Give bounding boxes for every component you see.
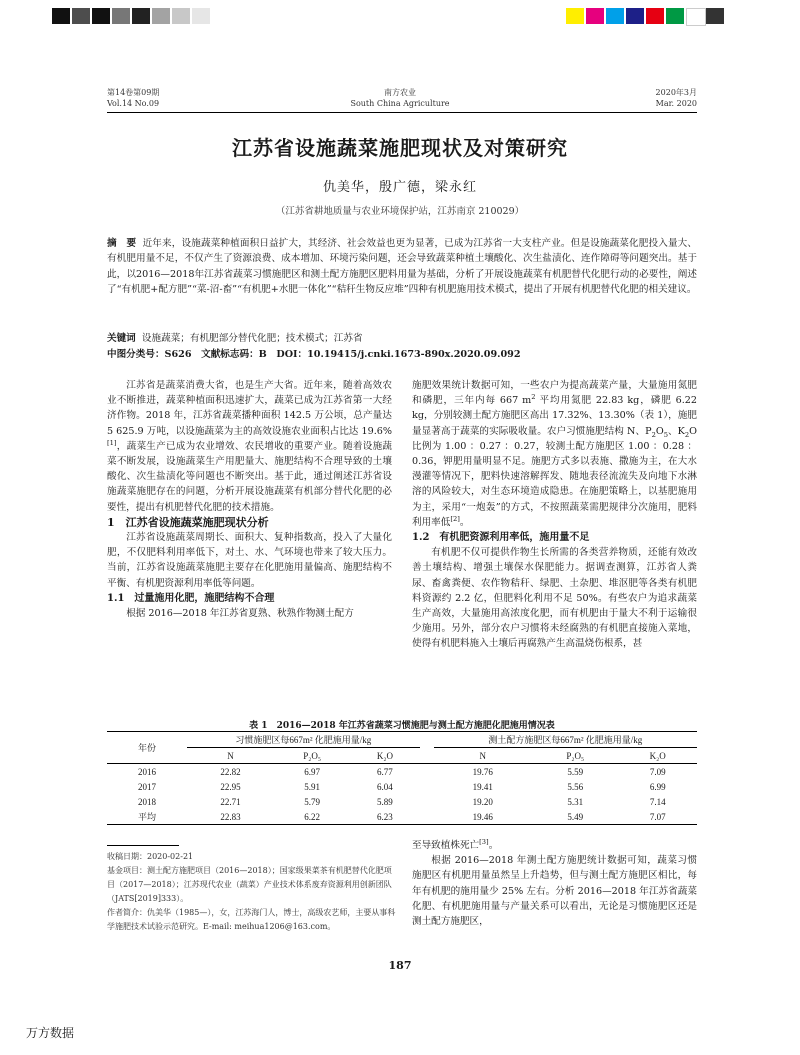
header-center (300, 87, 500, 109)
section-1-paragraph: 江苏省设施蔬菜周期长、面积大、复种指数高，投入了大量化肥，不仅肥料利用率低下，对土、水、气环境也带来了较大压力。当前，江苏省设施蔬菜施肥主要存在化肥施用量偏高、施肥结构不平衡、有机肥资源利用率低等问题。 (107, 532, 392, 589)
swatch-black-3 (132, 8, 150, 24)
header-rule (107, 112, 697, 113)
section-1-1-heading: 1.1 过量施用化肥，施肥结构不合理 (107, 592, 275, 604)
header-left (107, 87, 159, 109)
swatch-gray-3 (152, 8, 170, 24)
section-1-2-paragraph: 有机肥不仅可提供作物生长所需的各类营养物质，还能有效改善土壤结构、增强土壤保水保肥能力。据调查测算，江苏省人粪尿、畜禽粪便、农作物秸秆、绿肥、土杂肥、堆沤肥等各类有机肥料资源约 2.2 亿，但肥料化利用不足 50%。有些农户为追求蔬菜生产高效，大量施用高浓度化肥，而有机肥由于量大不利于运输很少施用。另外，部分农户习惯将未经腐熟的有机肥直接施入菜地，使得有机肥料施入土壤后再腐熟产生高温烧伤根系，甚 (412, 547, 697, 650)
date-cn: 2020年3月 (655, 88, 697, 97)
watermark: 万方数据 (26, 1026, 75, 1040)
citation-1[interactable]: [1] (107, 438, 117, 447)
left-column (107, 378, 392, 621)
swatch-white (686, 8, 706, 26)
right-column-bottom (412, 838, 697, 929)
sub-header: N (187, 748, 274, 764)
table-row: 平均 22.83 6.22 6.23 19.46 5.49 7.07 (107, 809, 697, 825)
swatch-blue (626, 8, 644, 24)
swatch-gray-4 (172, 8, 190, 24)
table-row: 2017 22.95 5.91 6.04 19.41 5.56 6.99 (138, 781, 666, 792)
group-header-formula: 测土配方施肥区每667m² 化肥施用量/kg (434, 732, 697, 748)
table-row: 2016 22.82 6.97 6.77 19.76 5.59 7.09 (138, 766, 666, 777)
article-authors: 仇美华，殷广德，梁永红 (322, 180, 477, 195)
footnotes (107, 850, 397, 934)
table-row: 2018 22.71 5.79 5.89 19.20 5.31 7.14 (138, 796, 666, 807)
journal-en: South China Agriculture (350, 99, 450, 108)
swatch-cyan (606, 8, 624, 24)
article-title: 江苏省设施蔬菜施肥现状及对策研究 (232, 136, 568, 160)
abstract-label: 摘 要 (107, 238, 137, 249)
keywords-text: 设施蔬菜；有机肥部分替代化肥；技术模式；江苏省 (141, 333, 363, 344)
volume-en: Vol.14 No.09 (107, 99, 160, 108)
keywords (107, 331, 697, 346)
affiliation: （江苏省耕地质量与农业环境保护站，江苏南京 210029） (275, 206, 525, 217)
footnote-rule (107, 845, 179, 846)
intro-paragraph: 江苏省是蔬菜消费大省，也是生产大省。近年来，随着高效农业不断推进，蔬菜种植面积迅速扩大，蔬菜已成为江苏省第一大经济作物。2018 年，江苏省蔬菜播种面积 142.5 万公顷，总产量达 5 625.9 万吨，以设施蔬菜为主的高效设施农业面积占比达 19.6%[1]，蔬菜生产已成为农业增效、农民增收的重要产业。随着设施蔬菜不断发展，设施蔬菜生产用肥量大、施肥结构不合理导致的土壤酸化、次生盐渍化等问题也不断突出。基于此，通过阐述江苏省设施蔬菜施肥存在的问题，分析开展设施蔬菜有机部分替代化肥的必要性，提出有机肥替代化肥的技术措施。 (107, 380, 392, 513)
sub-header: K₂O (618, 748, 697, 764)
swatch-magenta (586, 8, 604, 24)
abstract (107, 236, 697, 297)
received-date: 收稿日期：2020-02-21 (107, 852, 194, 861)
keywords-label: 关键词 (107, 333, 136, 344)
analysis-paragraph: 根据 2016—2018 年测土配方施肥统计数据可知，蔬菜习惯施肥区有机肥用量虽然呈上升趋势，但与测土配方施肥区相比，每年有机肥的施用量少 25% 左右。分析 2016—2018 年江苏省蔬菜化肥、有机肥施用量与产量关系可以看出，无论是习惯施肥区还是测土配方施肥区， (412, 855, 697, 928)
abstract-text: 近年来，设施蔬菜种植面积日益扩大，其经济、社会效益也更为显著，已成为江苏省一大支柱产业。但是设施蔬菜化肥投入量大、有机肥用量不足，不仅产生了资源浪费、成本增加、环境污染问题，还会导致蔬菜种植土壤酸化、次生盐渍化、连作障碍等问题突出。基于此，以2016—2018年江苏省蔬菜习惯施肥区和测土配方施肥区肥料用量为基础，分析了开展设施蔬菜有机肥替代化肥行动的必要性，阐述了“有机肥+配方肥”“菜-沼-畜”“有机肥+水肥一体化”“秸秆生物反应堆”四种有机肥施用技术模式，提出了开展有机肥替代化肥的相关建议。 (107, 238, 698, 295)
table-caption: 表 1 2016—2018 年江苏省蔬菜习惯施肥与测土配方施肥化肥施用情况表 (249, 721, 555, 731)
sub-header: P₂O₅ (274, 748, 350, 764)
journal-cn: 南方农业 (384, 88, 416, 97)
year-header: 年份 (107, 732, 187, 764)
swatch-gray-2 (112, 8, 130, 24)
citation-2[interactable]: [2] (450, 514, 460, 523)
group-header-habit: 习惯施肥区每667m² 化肥施用量/kg (187, 732, 420, 748)
swatch-red (646, 8, 664, 24)
date-en: Mar. 2020 (655, 99, 697, 108)
citation-3[interactable]: [3] (479, 837, 489, 846)
sub-header: P₂O₅ (532, 748, 618, 764)
section-1-1-paragraph: 根据 2016—2018 年江苏省夏熟、秋熟作物测土配方 (126, 608, 354, 620)
sub-header: K₂O (350, 748, 419, 764)
header-right (597, 87, 697, 109)
continued-paragraph: 至导致植株死亡[3]。 (412, 837, 499, 851)
fertilizer-table (107, 731, 697, 825)
section-1-2-heading: 1.2 有机肥资源利用率低，施用量不足 (412, 532, 590, 544)
swatch-dark (706, 8, 724, 24)
sub-header: N (434, 748, 532, 764)
swatch-gray-1 (72, 8, 90, 24)
classification-line (107, 347, 697, 362)
volume-cn: 第14卷第09期 (107, 88, 160, 97)
swatch-black (52, 8, 70, 24)
fund-note: 基金项目：测土配方施肥项目（2016—2018）；国家级果菜茶有机肥替代化肥项目（2017—2018）；江苏现代农业（蔬菜）产业技术体系废弃资源利用创新团队（JATS[2019]333）。 (107, 866, 392, 903)
swatch-yellow (566, 8, 584, 24)
page-number: 187 (388, 959, 412, 972)
author-note: 作者简介：仇美华（1985—），女，江苏海门人，博士，高级农艺师，主要从事科学施肥技术试验示范研究。E-mail: meihua1206@163.com。 (107, 908, 396, 931)
right-column (412, 378, 697, 652)
swatch-green (666, 8, 684, 24)
section-1-heading: 1 江苏省设施蔬菜施肥现状分析 (107, 515, 269, 529)
section-1-1-continued: 施肥效果统计数据可知，一些农户为提高蔬菜产量，大量施用氮肥和磷肥，三年内每 667 $m^2$ 平均用氮肥 22.83 kg，磷肥 6.22 kg，分别较测土配方施肥区高出 17.32%、13.30%（表 1），施肥量显著高于蔬菜的实际吸收量。农户习惯施肥结构 N、$P_2O_5$、$K_2O$ 比例为 1.00 ：0.27 ：0.27，较测土配方施肥区 1.00 ：0.28 ：0.36，钾肥用量明显不足。施肥方式多以表施、撒施为主，在大水漫灌等情况下，肥料快速溶解挥发、随地表径流流失及向地下水淋溶的风险较大，对生态环境造成隐患。在施肥策略上，以基肥施用为主，采用“一炮轰”的方式，不按照蔬菜需肥规律分次施用，肥料利用率低[2]。 (412, 380, 698, 528)
swatch-gray-5 (192, 8, 210, 24)
classification-text: 中图分类号：S626 文献标志码：B DOI：10.19415/j.cnki.1673-890x.2020.09.092 (107, 349, 521, 360)
swatch-black-2 (92, 8, 110, 24)
